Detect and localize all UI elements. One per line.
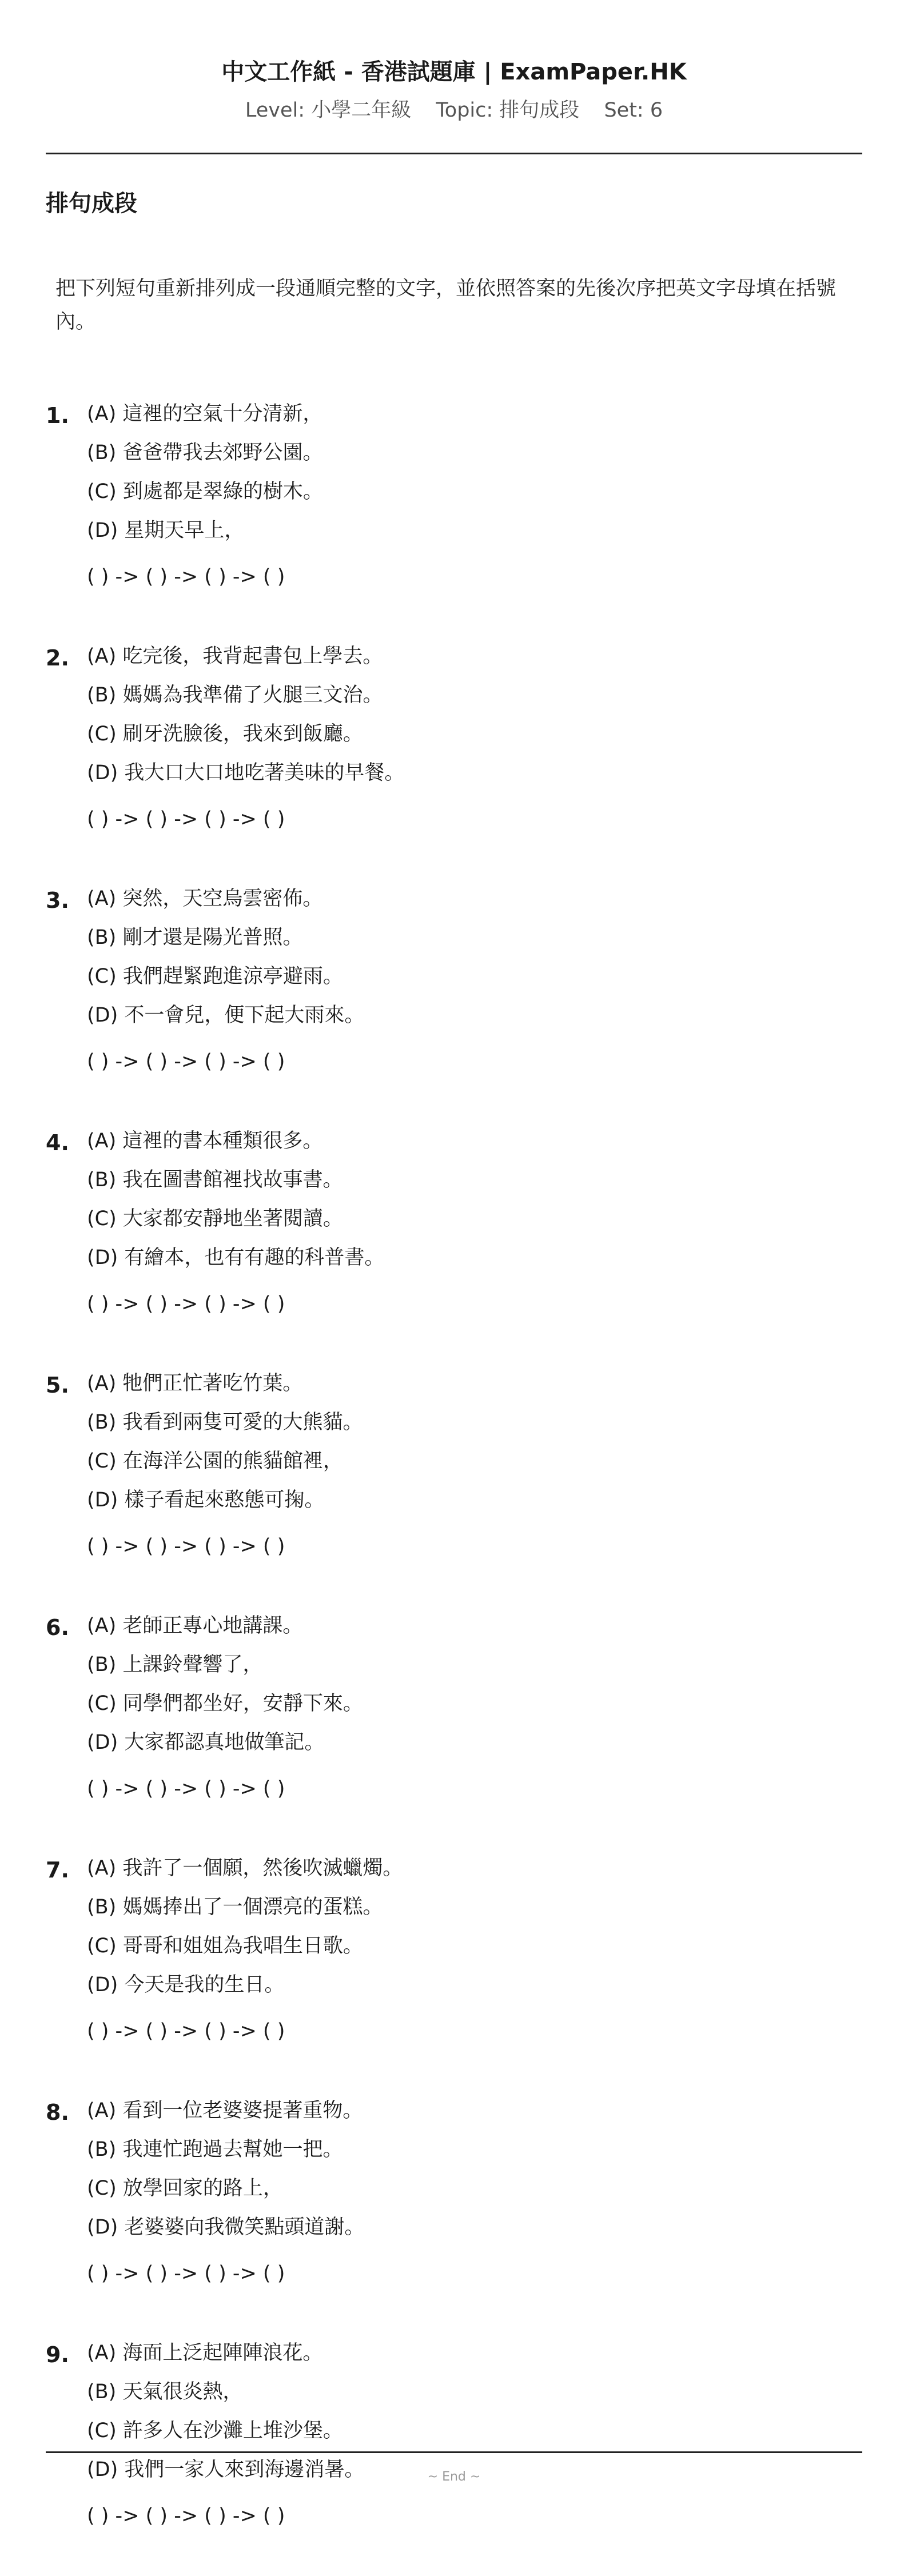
question-number: 4. bbox=[46, 1130, 69, 1155]
answer-blanks: ( ) -> ( ) -> ( ) -> ( ) bbox=[87, 1050, 285, 1073]
footer-divider bbox=[46, 2451, 862, 2453]
option-a: (A) 這裡的書本種類很多。 bbox=[87, 1130, 323, 1153]
question-list bbox=[46, 394, 862, 2576]
question-number: 5. bbox=[46, 1373, 69, 1398]
option-b: (B) 我在圖書館裡找故事書。 bbox=[87, 1169, 343, 1191]
option-a: (A) 這裡的空氣十分清新， bbox=[87, 402, 323, 425]
question-9 bbox=[46, 2334, 862, 2576]
option-d: (D) 不一會兒，便下起大雨來。 bbox=[87, 1004, 365, 1027]
option-a: (A) 突然，天空烏雲密佈。 bbox=[87, 887, 323, 910]
level-label: Level: 小學二年級 bbox=[245, 99, 412, 122]
question-4 bbox=[46, 1122, 862, 1364]
question-number: 8. bbox=[46, 2100, 69, 2125]
option-a: (A) 海面上泛起陣陣浪花。 bbox=[87, 2342, 323, 2364]
option-a: (A) 看到一位老婆婆提著重物。 bbox=[87, 2099, 363, 2122]
question-6 bbox=[46, 1606, 862, 1849]
option-c: (C) 放學回家的路上， bbox=[87, 2177, 283, 2200]
option-b: (B) 我看到兩隻可愛的大熊貓。 bbox=[87, 1411, 363, 1434]
question-number: 6. bbox=[46, 1615, 69, 1640]
option-list bbox=[87, 1122, 384, 1277]
option-a: (A) 牠們正忙著吃竹葉。 bbox=[87, 1372, 303, 1395]
question-number: 1. bbox=[46, 403, 69, 428]
option-list bbox=[87, 394, 323, 550]
option-c: (C) 刷牙洗臉後，我來到飯廳。 bbox=[87, 723, 363, 745]
answer-blanks: ( ) -> ( ) -> ( ) -> ( ) bbox=[87, 1535, 285, 1558]
option-d: (D) 大家都認真地做筆記。 bbox=[87, 1731, 325, 1754]
option-c: (C) 哥哥和姐姐為我唱生日歌。 bbox=[87, 1935, 363, 1957]
option-d: (D) 星期天早上， bbox=[87, 519, 245, 542]
answer-blanks: ( ) -> ( ) -> ( ) -> ( ) bbox=[87, 2020, 285, 2043]
option-a: (A) 老師正專心地講課。 bbox=[87, 1614, 303, 1637]
option-c: (C) 在海洋公園的熊貓館裡， bbox=[87, 1450, 343, 1473]
question-7 bbox=[46, 1849, 862, 2091]
answer-blanks: ( ) -> ( ) -> ( ) -> ( ) bbox=[87, 1777, 285, 1800]
option-list bbox=[87, 1364, 363, 1520]
answer-blanks: ( ) -> ( ) -> ( ) -> ( ) bbox=[87, 808, 285, 831]
option-list bbox=[87, 1849, 403, 2004]
question-1 bbox=[46, 394, 862, 637]
option-b: (B) 媽媽捧出了一個漂亮的蛋糕。 bbox=[87, 1896, 383, 1919]
header-divider bbox=[46, 153, 862, 154]
option-d: (D) 樣子看起來憨態可掬。 bbox=[87, 1489, 325, 1512]
option-c: (C) 同學們都坐好，安靜下來。 bbox=[87, 1692, 363, 1715]
question-3 bbox=[46, 879, 862, 1122]
option-list bbox=[87, 2334, 364, 2489]
instruction-text: 把下列短句重新排列成一段通順完整的文字，並依照答案的先後次序把英文字母填在括號內。 bbox=[55, 277, 837, 333]
option-d: (D) 我們一家人來到海邊消暑。 bbox=[87, 2458, 365, 2481]
option-b: (B) 媽媽為我準備了火腿三文治。 bbox=[87, 684, 383, 707]
end-marker: ~ End ~ bbox=[427, 2470, 481, 2484]
option-b: (B) 上課鈴聲響了， bbox=[87, 1653, 263, 1676]
worksheet-header bbox=[46, 55, 862, 125]
answer-blanks: ( ) -> ( ) -> ( ) -> ( ) bbox=[87, 2262, 285, 2285]
option-a: (A) 我許了一個願，然後吹滅蠟燭。 bbox=[87, 1857, 403, 1880]
question-number: 7. bbox=[46, 1857, 69, 1883]
option-b: (B) 剛才還是陽光普照。 bbox=[87, 926, 303, 949]
option-c: (C) 大家都安靜地坐著閱讀。 bbox=[87, 1207, 343, 1230]
question-2 bbox=[46, 637, 862, 879]
question-number: 3. bbox=[46, 888, 69, 913]
option-list bbox=[87, 1606, 363, 1762]
answer-blanks: ( ) -> ( ) -> ( ) -> ( ) bbox=[87, 565, 285, 588]
question-number: 2. bbox=[46, 645, 69, 671]
page-title: 中文工作紙 - 香港試題庫 | ExamPaper.HK bbox=[221, 59, 687, 85]
option-d: (D) 老婆婆向我微笑點頭道謝。 bbox=[87, 2216, 365, 2239]
set-label: Set: 6 bbox=[604, 99, 663, 122]
option-c: (C) 許多人在沙灘上堆沙堡。 bbox=[87, 2419, 343, 2442]
answer-blanks: ( ) -> ( ) -> ( ) -> ( ) bbox=[87, 1293, 285, 1315]
option-list bbox=[87, 2091, 364, 2247]
option-d: (D) 今天是我的生日。 bbox=[87, 1973, 285, 1996]
option-d: (D) 我大口大口地吃著美味的早餐。 bbox=[87, 761, 405, 784]
option-d: (D) 有繪本，也有有趣的科普書。 bbox=[87, 1246, 385, 1269]
option-b: (B) 我連忙跑過去幫她一把。 bbox=[87, 2138, 343, 2161]
option-b: (B) 爸爸帶我去郊野公園。 bbox=[87, 441, 323, 464]
question-5 bbox=[46, 1364, 862, 1606]
question-number: 9. bbox=[46, 2342, 69, 2367]
option-c: (C) 我們趕緊跑進涼亭避雨。 bbox=[87, 965, 343, 988]
option-c: (C) 到處都是翠綠的樹木。 bbox=[87, 480, 323, 503]
worksheet-meta bbox=[46, 96, 862, 125]
answer-blanks: ( ) -> ( ) -> ( ) -> ( ) bbox=[87, 2505, 285, 2527]
worksheet-page bbox=[46, 0, 862, 2539]
topic-label: Topic: 排句成段 bbox=[436, 99, 580, 122]
section-title: 排句成段 bbox=[46, 190, 137, 217]
option-list bbox=[87, 879, 364, 1035]
option-a: (A) 吃完後，我背起書包上學去。 bbox=[87, 645, 383, 668]
option-b: (B) 天氣很炎熱， bbox=[87, 2380, 243, 2403]
question-8 bbox=[46, 2091, 862, 2334]
option-list bbox=[87, 637, 404, 792]
